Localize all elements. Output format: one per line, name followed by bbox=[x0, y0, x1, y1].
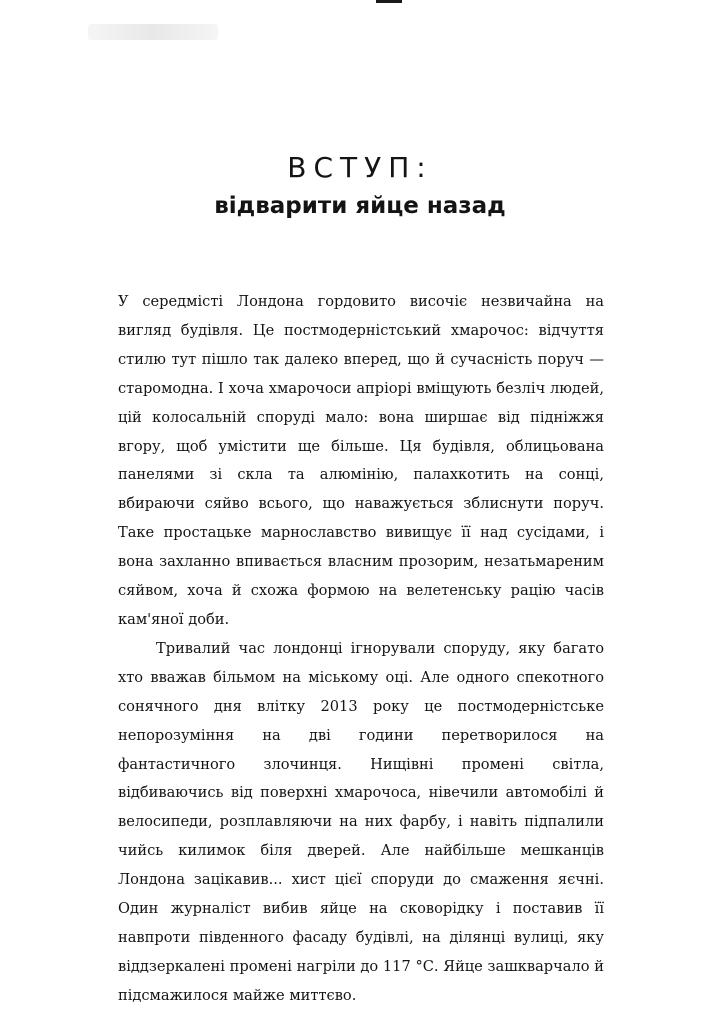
chapter-subtitle: відварити яйце назад bbox=[214, 193, 506, 219]
chapter-heading bbox=[0, 150, 720, 222]
chapter-title: ВСТУП: bbox=[287, 151, 433, 184]
paragraph-1: У середмісті Лондона гордовито височіє незвичайна на вигляд будівля. Це постмодерністський хмарочос: відчуття стилю тут пішло так далеко вперед, що й сучасність поруч — старомодна. І хоча хмарочоси апріорі вміщують безліч людей, цій колосальній споруді мало: вона ширшає від підніжжя вгору, щоб умістити ще більше. Ця будівля, облицьована панелями зі скла та алюмінію, палахкотить на сонці, вбираючи сяйво всього, що наважується зблиснути поруч. Таке простацьке марнославство вивищує її над сусідами, і вона захланно впивається власним прозорим, незатьмареним сяйвом, хоча й схожа формою на велетенську рацію часів кам'яної доби. bbox=[118, 293, 604, 628]
paragraph-2: Тривалий час лондонці ігнорували споруду, яку багато хто вважав більмом на міському оці. Але одного спекотного сонячного дня влітку 2013 року це постмодерністське непорозуміння на дві години перетворилося на фантастичного злочинця. Нищівні промені світла, відбиваючись від поверхні хмарочоса, нівечили автомобілі й велосипеди, розплавляючи на них фарбу, і навіть підпалили чийсь килимок біля дверей. Але найбільше мешканців Лондона зацікавив... хист цієї споруди до смаження яєчні. Один журналіст вибив яйце на сковорідку і поставив її навпроти південного фасаду будівлі, на ділянці вулиці, яку віддзеркалені промені нагріли до 117 °С. Яйце зашкварчало й підсмажилося майже миттєво. bbox=[118, 639, 604, 1004]
scan-artifact-top bbox=[376, 0, 402, 3]
body-text bbox=[118, 288, 604, 1011]
bleed-through-smudge bbox=[88, 24, 218, 40]
